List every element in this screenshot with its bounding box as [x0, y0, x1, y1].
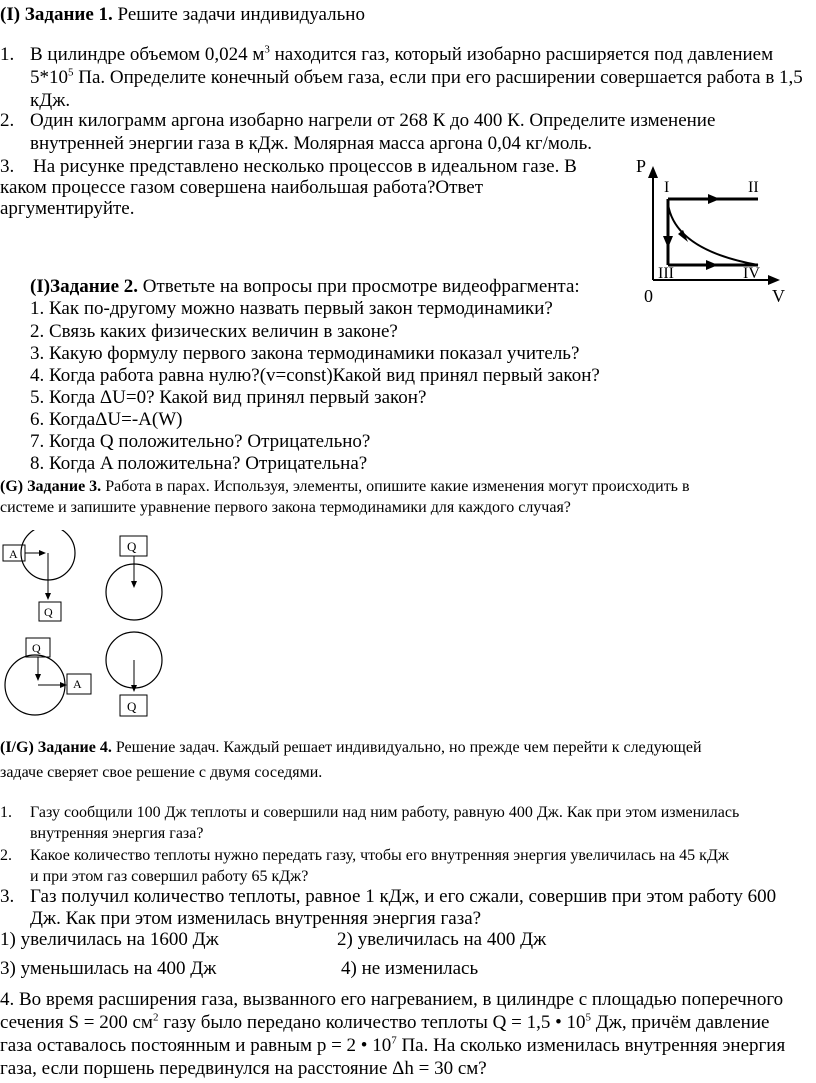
- task4-q1-num: 1.: [0, 804, 12, 821]
- d3-a-label: A: [73, 677, 82, 691]
- task1-p2-line2: внутренней энергии газа в кДж. Молярная масса аргона 0,04 кг/моль.: [30, 133, 593, 154]
- task2-question-2: 2. Связь каких физических величин в законе?: [30, 321, 398, 342]
- task2-question-3: 3. Какую формулу первого закона термодинамики показал учитель?: [30, 343, 580, 364]
- task2-question-4: 4. Когда работа равна нулю?(v=const)Какой вид принял первый закон?: [30, 365, 600, 386]
- task4-q3-line1: Газ получил количество теплоты, равное 1 кДж, и его сжали, совершив при этом работу 600: [30, 886, 777, 907]
- d1-a-arrow-icon: [39, 550, 46, 556]
- task4-line1-text: Решение задач. Каждый решает индивидуально, но прежде чем перейти к следующей: [111, 739, 702, 756]
- task4-q4-line2: [0, 1012, 769, 1034]
- d1-q-arrow-icon: [45, 593, 51, 600]
- task4-q4-line3-sup: 7: [391, 1034, 397, 1047]
- task1-p1-line2-sup: 5: [68, 66, 74, 79]
- task4-q3-line2: Дж. Как при этом изменилась внутренняя энергия газа?: [30, 908, 482, 929]
- task2-question-6: 6. КогдаΔU=-A(W): [30, 409, 183, 430]
- task4-line1: [0, 738, 702, 758]
- task1-title: [0, 4, 365, 26]
- process-I-II-arrow-icon: [708, 194, 720, 204]
- task1-p3-num: 3.: [0, 156, 15, 177]
- task2-heading: Ответьте на вопросы при просмотре видеофрагмента:: [138, 276, 580, 297]
- task4-q4-line3: [0, 1035, 785, 1057]
- task1-p1-line2-a: 5*10: [30, 67, 68, 88]
- task4-q4-line2-sup: 2: [152, 1011, 159, 1024]
- task1-p3-line1: На рисунке представлено несколько процессов в идеальном газе. В: [33, 156, 577, 177]
- task4-q4-line2-a: сечения S = 200 см: [0, 1012, 153, 1033]
- task4-q1-line2: внутренняя энергия газа?: [30, 825, 204, 842]
- task1-label: (I) Задание 1.: [0, 4, 113, 25]
- point-III-label: III: [658, 265, 674, 282]
- p-axis-label: P: [636, 156, 647, 176]
- task2-question-1: 1. Как по-другому можно назвать первый закон термодинамики?: [30, 298, 553, 319]
- d2-q-arrow-icon: [131, 581, 137, 588]
- v-axis-arrow-icon: [768, 275, 780, 285]
- task1-p1-line2-b: Па. Определите конечный объем газа, если при его расширении совершается работа в 1,5: [73, 67, 803, 88]
- task3-line1: [0, 477, 690, 497]
- task2-label: (I)Задание 2.: [30, 276, 139, 297]
- v-axis-label: V: [772, 286, 785, 306]
- task2-question-7: 7. Когда Q положительно? Отрицательно?: [30, 431, 371, 452]
- task4-q4-line3-a: газа оставалось постоянным и равным р = 2 • 10: [0, 1035, 392, 1056]
- point-I-label: I: [664, 179, 670, 196]
- task1-p2-line1: Один килограмм аргона изобарно нагрели от 268 К до 400 К. Определите изменение: [30, 110, 716, 131]
- task1-p1-line1-b: находится газ, который изобарно расширяется под давлением: [269, 44, 774, 65]
- d2-q-label: Q: [127, 539, 137, 554]
- task4-q1-line1: Газу сообщили 100 Дж теплоты и совершили над ним работу, равную 400 Дж. Как при этом изменилась: [30, 804, 740, 821]
- task4-q3-num: 3.: [0, 886, 15, 907]
- task4-q2-line1: Какое количество теплоты нужно передать газу, чтобы его внутренняя энергия увеличилась на 45 кДж: [30, 847, 729, 864]
- task4-q2-num: 2.: [0, 847, 12, 864]
- task2-question-5: 5. Когда ΔU=0? Какой вид принял первый закон?: [30, 387, 427, 408]
- task4-answer-2: 2) увеличилась на 400 Дж: [337, 929, 547, 950]
- task4-q4-line1: 4. Во время расширения газа, вызванного его нагреванием, в цилиндре с площадью поперечного: [0, 989, 784, 1010]
- task1-p3-line3: аргументируйте.: [0, 198, 135, 219]
- task1-p1-num: 1.: [0, 44, 15, 65]
- d4-q-label: Q: [127, 699, 137, 714]
- task4-answer-3: 3) уменьшилась на 400 Дж: [0, 958, 217, 979]
- task1-p1-line1-a: В цилиндре объемом 0,024 м: [30, 44, 265, 65]
- point-II-label: II: [748, 179, 759, 196]
- d1-a-label: A: [9, 547, 18, 561]
- task4-answer-1: 1) увеличилась на 1600 Дж: [0, 929, 219, 950]
- task4-q4-line2-c: Дж, причём давление: [590, 1012, 770, 1033]
- task3-line2: системе и запишите уравнение первого закона термодинамики для каждого случая?: [0, 499, 571, 516]
- task4-answer-4: 4) не изменилась: [341, 958, 479, 979]
- d3-q-arrow-icon: [35, 674, 41, 681]
- task1-p1-line2: [30, 67, 803, 89]
- task1-p1-line1: [30, 44, 773, 66]
- task4-q4-line4: газа, если поршень передвинулся на расстояние Δh = 30 см?: [0, 1058, 487, 1079]
- d3-a-arrow-icon: [60, 682, 67, 688]
- task4-q2-line2: и при этом газ совершил работу 65 кДж?: [30, 868, 309, 885]
- process-III-IV-arrow-icon: [706, 260, 718, 270]
- task4-q4-line2-b: газу было передано количество теплоты Q = 1,5 • 10: [158, 1012, 586, 1033]
- task4-label: (I/G) Задание 4.: [0, 739, 112, 756]
- task1-p1-line3: кДж.: [30, 90, 71, 111]
- p-axis-arrow-icon: [648, 166, 658, 178]
- task1-p1-line1-sup: 3: [264, 43, 270, 56]
- task2-question-8: 8. Когда A положительна? Отрицательна?: [30, 453, 368, 474]
- task3-line1-text: Работа в парах. Используя, элементы, опишите какие изменения могут происходить в: [101, 478, 690, 495]
- task4-line2: задаче сверяет свое решение с двумя соседями.: [0, 764, 323, 781]
- task4-q4-line2-sup2: 5: [585, 1011, 591, 1024]
- process-I-III-arrow-icon: [663, 236, 673, 248]
- pv-diagram: [630, 150, 800, 310]
- task2-title: [30, 276, 580, 298]
- d3-q-label: Q: [32, 641, 41, 655]
- task1-p2-num: 2.: [0, 110, 15, 131]
- point-IV-label: IV: [743, 265, 760, 282]
- task1-heading: Решите задачи индивидуально: [112, 4, 365, 25]
- d1-q-label: Q: [44, 605, 53, 619]
- task4-q4-line3-b: Па. На сколько изменилась внутренняя энергия: [396, 1035, 786, 1056]
- task1-p3-line2: каком процессе газом совершена наибольшая работа?Ответ: [0, 177, 484, 198]
- origin-label: 0: [644, 286, 653, 306]
- task3-label: (G) Задание 3.: [0, 478, 102, 495]
- energy-diagrams: [0, 530, 200, 730]
